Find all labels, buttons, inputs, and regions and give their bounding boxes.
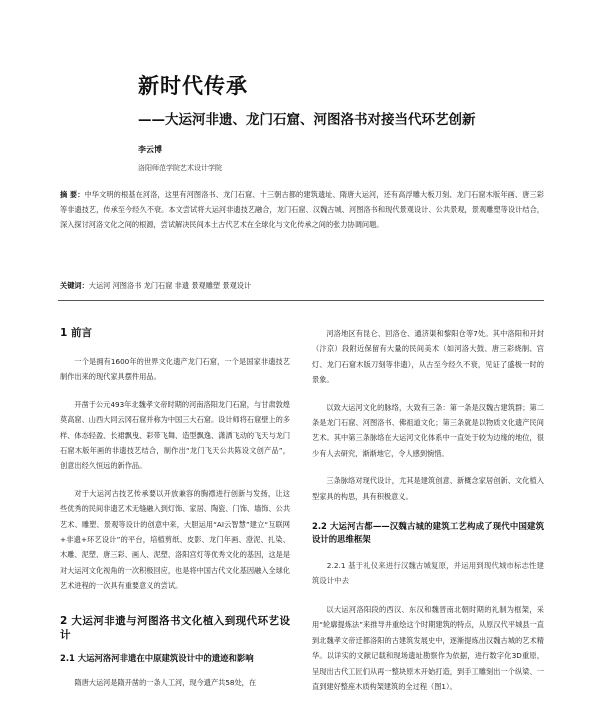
paper-subtitle: ——大运河非遗、龙门石窟、河图洛书对接当代环艺创新 <box>138 112 476 128</box>
keywords-text: 大运河 河图洛书 龙门石窟 非遗 景观雕塑 景观设计 <box>88 281 252 290</box>
subsection-heading: 2.1 大运河洛河非遗在中原建筑设计中的遗迹和影响 <box>60 652 254 663</box>
paragraph: 以大运河洛阳段的西汉、东汉和魏晋南北朝时期的礼制为框架，采用“轮廓提炼法”来推导并重绘这个时期建筑的特点，从原汉代平城县一直到北魏孝文帝迁都洛阳的古建筑发展史中，逐渐提炼出汉魏古城的艺术精华。以详实的文献记载和现场遗址勘察作为依据，进行数字化3D重原，呈现出古代工匠们从再一整块原木开始打造，到手工雕刻出一个纵梁、一直到建好整座木质构架建筑的全过程（图1）。 <box>312 605 544 692</box>
left-column <box>60 326 290 702</box>
author: 李云博 <box>138 145 162 154</box>
divider <box>58 300 544 301</box>
paragraph: 河洛地区有昆仑、回洛仓、通济渠和黎阳仓等7处。其中洛阳和开封（汴京）段附近保留有大量的民间美术（如河洛大鼓、唐三彩烧制、宫灯、龙门石窟木版刀刻等非遗），从古至今经久不衰，见证了盛极一时的景象。 <box>312 329 544 385</box>
paragraph: 以致大运河文化的脉络，大致有三条：第一条是汉魏古建筑群；第二条是龙门石窟、河图洛书、佛祖道文化；第三条就是以物质文化遗产民间艺术。其中第三条脉络在大运河文化体系中一直处于较为边缘的地位，很少有人去研究，渐渐地它，令人感到惋惜。 <box>312 402 544 458</box>
abstract <box>60 188 544 232</box>
paragraph: 开凿于公元493年北魏孝文帝时期的河南洛阳龙门石窟，与甘肃敦煌莫高窟、山西大同云冈石窟并称为中国三大石窟。设计师将石窟壁上的多样、体态轻盈、长裙飘曳、彩带飞舞、造型飘逸、潇洒飞动的飞天与龙门石窟木版年画的非遗技艺结合，制作出“龙门飞天公共陈设文创产品”，创意出经久恒远的新作品。 <box>60 399 291 471</box>
paragraph: 隋唐大运河是隋开凿的一条人工河，现今遗产共58处，在 <box>74 677 257 687</box>
section-heading: 1 前言 <box>60 327 92 339</box>
keywords-label: 关键词： <box>60 281 89 290</box>
abstract-label: 摘 要： <box>60 190 85 199</box>
paragraph: 三条脉络对现代设计，尤其是建筑创意、新概念家居创新、文化植入型家具的构思，具有积极意义。 <box>312 476 544 501</box>
section-heading: 2 大运河非遗与河图洛书文化植入到现代环艺设计 <box>60 614 290 641</box>
affiliation: 洛阳师范学院艺术设计学院 <box>138 164 222 172</box>
subsubsection-heading: 2.2.1 基于礼仪来进行汉魏古城复原，并运用到现代城市标志性建筑设计中去 <box>312 561 544 586</box>
paragraph: 对于大运河古技艺传承要以开放兼容的胸襟进行创新与发扬，让这些优秀的民间非遗艺术无缝融入到灯饰、家居、陶瓷、门饰、墙饰、公共艺术、雕塑、景观等设计的创意中来，大胆运用“AI云智慧”建立“互联网+非遗+环艺设计”的平台，培植剪纸、皮影、龙门年画、澄泥、扎染、木雕、泥塑、唐三彩、画人、泥塑、洛阳宫灯等优秀文化的基因，这是是对大运河文化视角的一次积极回应，也是将中国古代文化基因融入全球化艺术进程的一次具有重要意义的尝试。 <box>60 488 291 591</box>
subsection-heading: 2.2 大运河古都——汉魏古城的建筑工艺构成了现代中国建筑设计的思维框架 <box>312 521 544 545</box>
paper-title: 新时代传承 <box>138 74 248 98</box>
paragraph: 一个是拥有1600年的世界文化遗产龙门石窟，一个是国家非遗技艺制作出来的现代家具摆件用品。 <box>60 357 290 382</box>
abstract-text: 中华文明的根基在河洛，这里有河图洛书、龙门石窟、十三朝古都的建筑遗址、隋唐大运河，还有高浮雕大板刀刻、龙门石窟木版年画、唐三彩等非遗技艺，传承至今经久不衰。本文尝试将大运河非遗技艺融合，龙门石窟、汉魏古城、河图洛书和现代景观设计、公共景观，景观雕塑等设计结合，深入探讨河洛文化之间的根源，尝试解决民间本土古代艺术在全球化与文化传承之间的张力协调问题。 <box>60 190 544 229</box>
keywords <box>60 281 544 291</box>
right-column <box>312 326 544 707</box>
